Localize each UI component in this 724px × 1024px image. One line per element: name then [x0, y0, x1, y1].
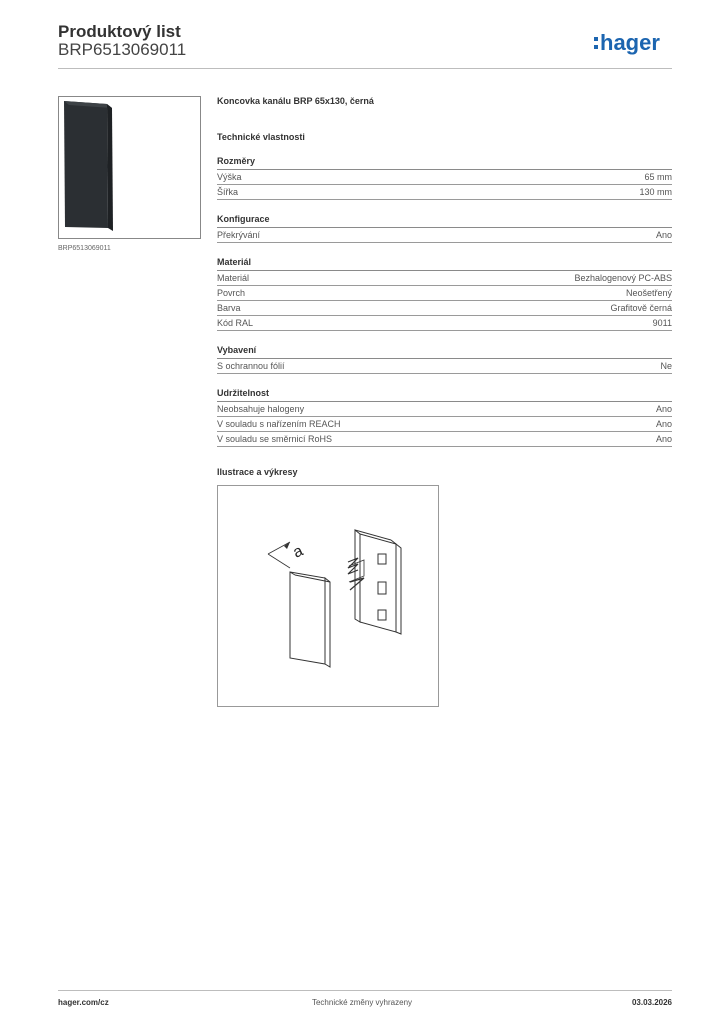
footer-date: 03.03.2026: [631, 998, 672, 1007]
dimension-label: a: [290, 542, 306, 562]
spec-label: V souladu se směrnicí RoHS: [217, 434, 333, 444]
product-image: [58, 96, 201, 239]
group-title: Konfigurace: [217, 214, 672, 228]
hager-logo: [592, 26, 676, 58]
spec-label: Povrch: [217, 288, 246, 298]
illustrations-heading: Ilustrace a výkresy: [217, 467, 298, 477]
spec-label: Výška: [217, 172, 242, 182]
product-thumbnail: [59, 97, 200, 238]
spec-row: [217, 271, 672, 286]
spec-label: S ochrannou fólií: [217, 361, 285, 371]
technical-drawing: [217, 485, 439, 707]
spec-label: Barva: [217, 303, 241, 313]
spec-row: [217, 185, 672, 200]
footer-website[interactable]: hager.com/cz: [58, 998, 109, 1007]
product-name: Koncovka kanálu BRP 65x130, černá: [217, 96, 374, 106]
spec-group-sustainability: [217, 388, 672, 447]
spec-value: Bezhalogenový PC-ABS: [574, 273, 672, 283]
spec-group-dimensions: [217, 156, 672, 200]
spec-group-configuration: [217, 214, 672, 243]
spec-row: [217, 301, 672, 316]
spec-label: Překrývání: [217, 230, 261, 240]
spec-row: [217, 316, 672, 331]
spec-row: [217, 417, 672, 432]
footer-disclaimer: Technické změny vyhrazeny: [311, 998, 413, 1007]
spec-label: Šířka: [217, 187, 239, 197]
spec-label: V souladu s nařízením REACH: [217, 419, 341, 429]
spec-value: Grafitově černá: [610, 303, 672, 313]
spec-value: Ano: [655, 419, 672, 429]
spec-label: Neobsahuje halogeny: [217, 404, 305, 414]
page-title: Produktový list: [58, 22, 181, 41]
header-divider: [58, 68, 672, 69]
spec-value: Ano: [655, 230, 672, 240]
spec-row: [217, 286, 672, 301]
spec-value: 9011: [652, 318, 672, 328]
group-title: Udržitelnost: [217, 388, 672, 402]
spec-group-equipment: [217, 345, 672, 374]
spec-label: Kód RAL: [217, 318, 254, 328]
technical-heading: Technické vlastnosti: [217, 132, 305, 142]
spec-row: [217, 432, 672, 447]
group-title: Rozměry: [217, 156, 672, 170]
spec-row: [217, 228, 672, 243]
logo-text: hager: [600, 30, 660, 55]
spec-value: 65 mm: [644, 172, 672, 182]
spec-group-material: [217, 257, 672, 331]
spec-row: [217, 402, 672, 417]
spec-value: Ano: [655, 434, 672, 444]
spec-row: [217, 170, 672, 185]
spec-value: Ne: [660, 361, 672, 371]
spec-row: [217, 359, 672, 374]
thumbnail-caption: BRP6513069011: [58, 245, 111, 252]
footer-divider: [58, 990, 672, 991]
spec-section: [217, 96, 672, 707]
group-title: Materiál: [217, 257, 672, 271]
spec-value: Ano: [655, 404, 672, 414]
group-title: Vybavení: [217, 345, 672, 359]
spec-label: Materiál: [217, 273, 250, 283]
end-cap-drawing: [218, 486, 438, 706]
spec-value: Neošetřený: [625, 288, 672, 298]
product-code: BRP6513069011: [58, 40, 187, 59]
spec-value: 130 mm: [639, 187, 672, 197]
